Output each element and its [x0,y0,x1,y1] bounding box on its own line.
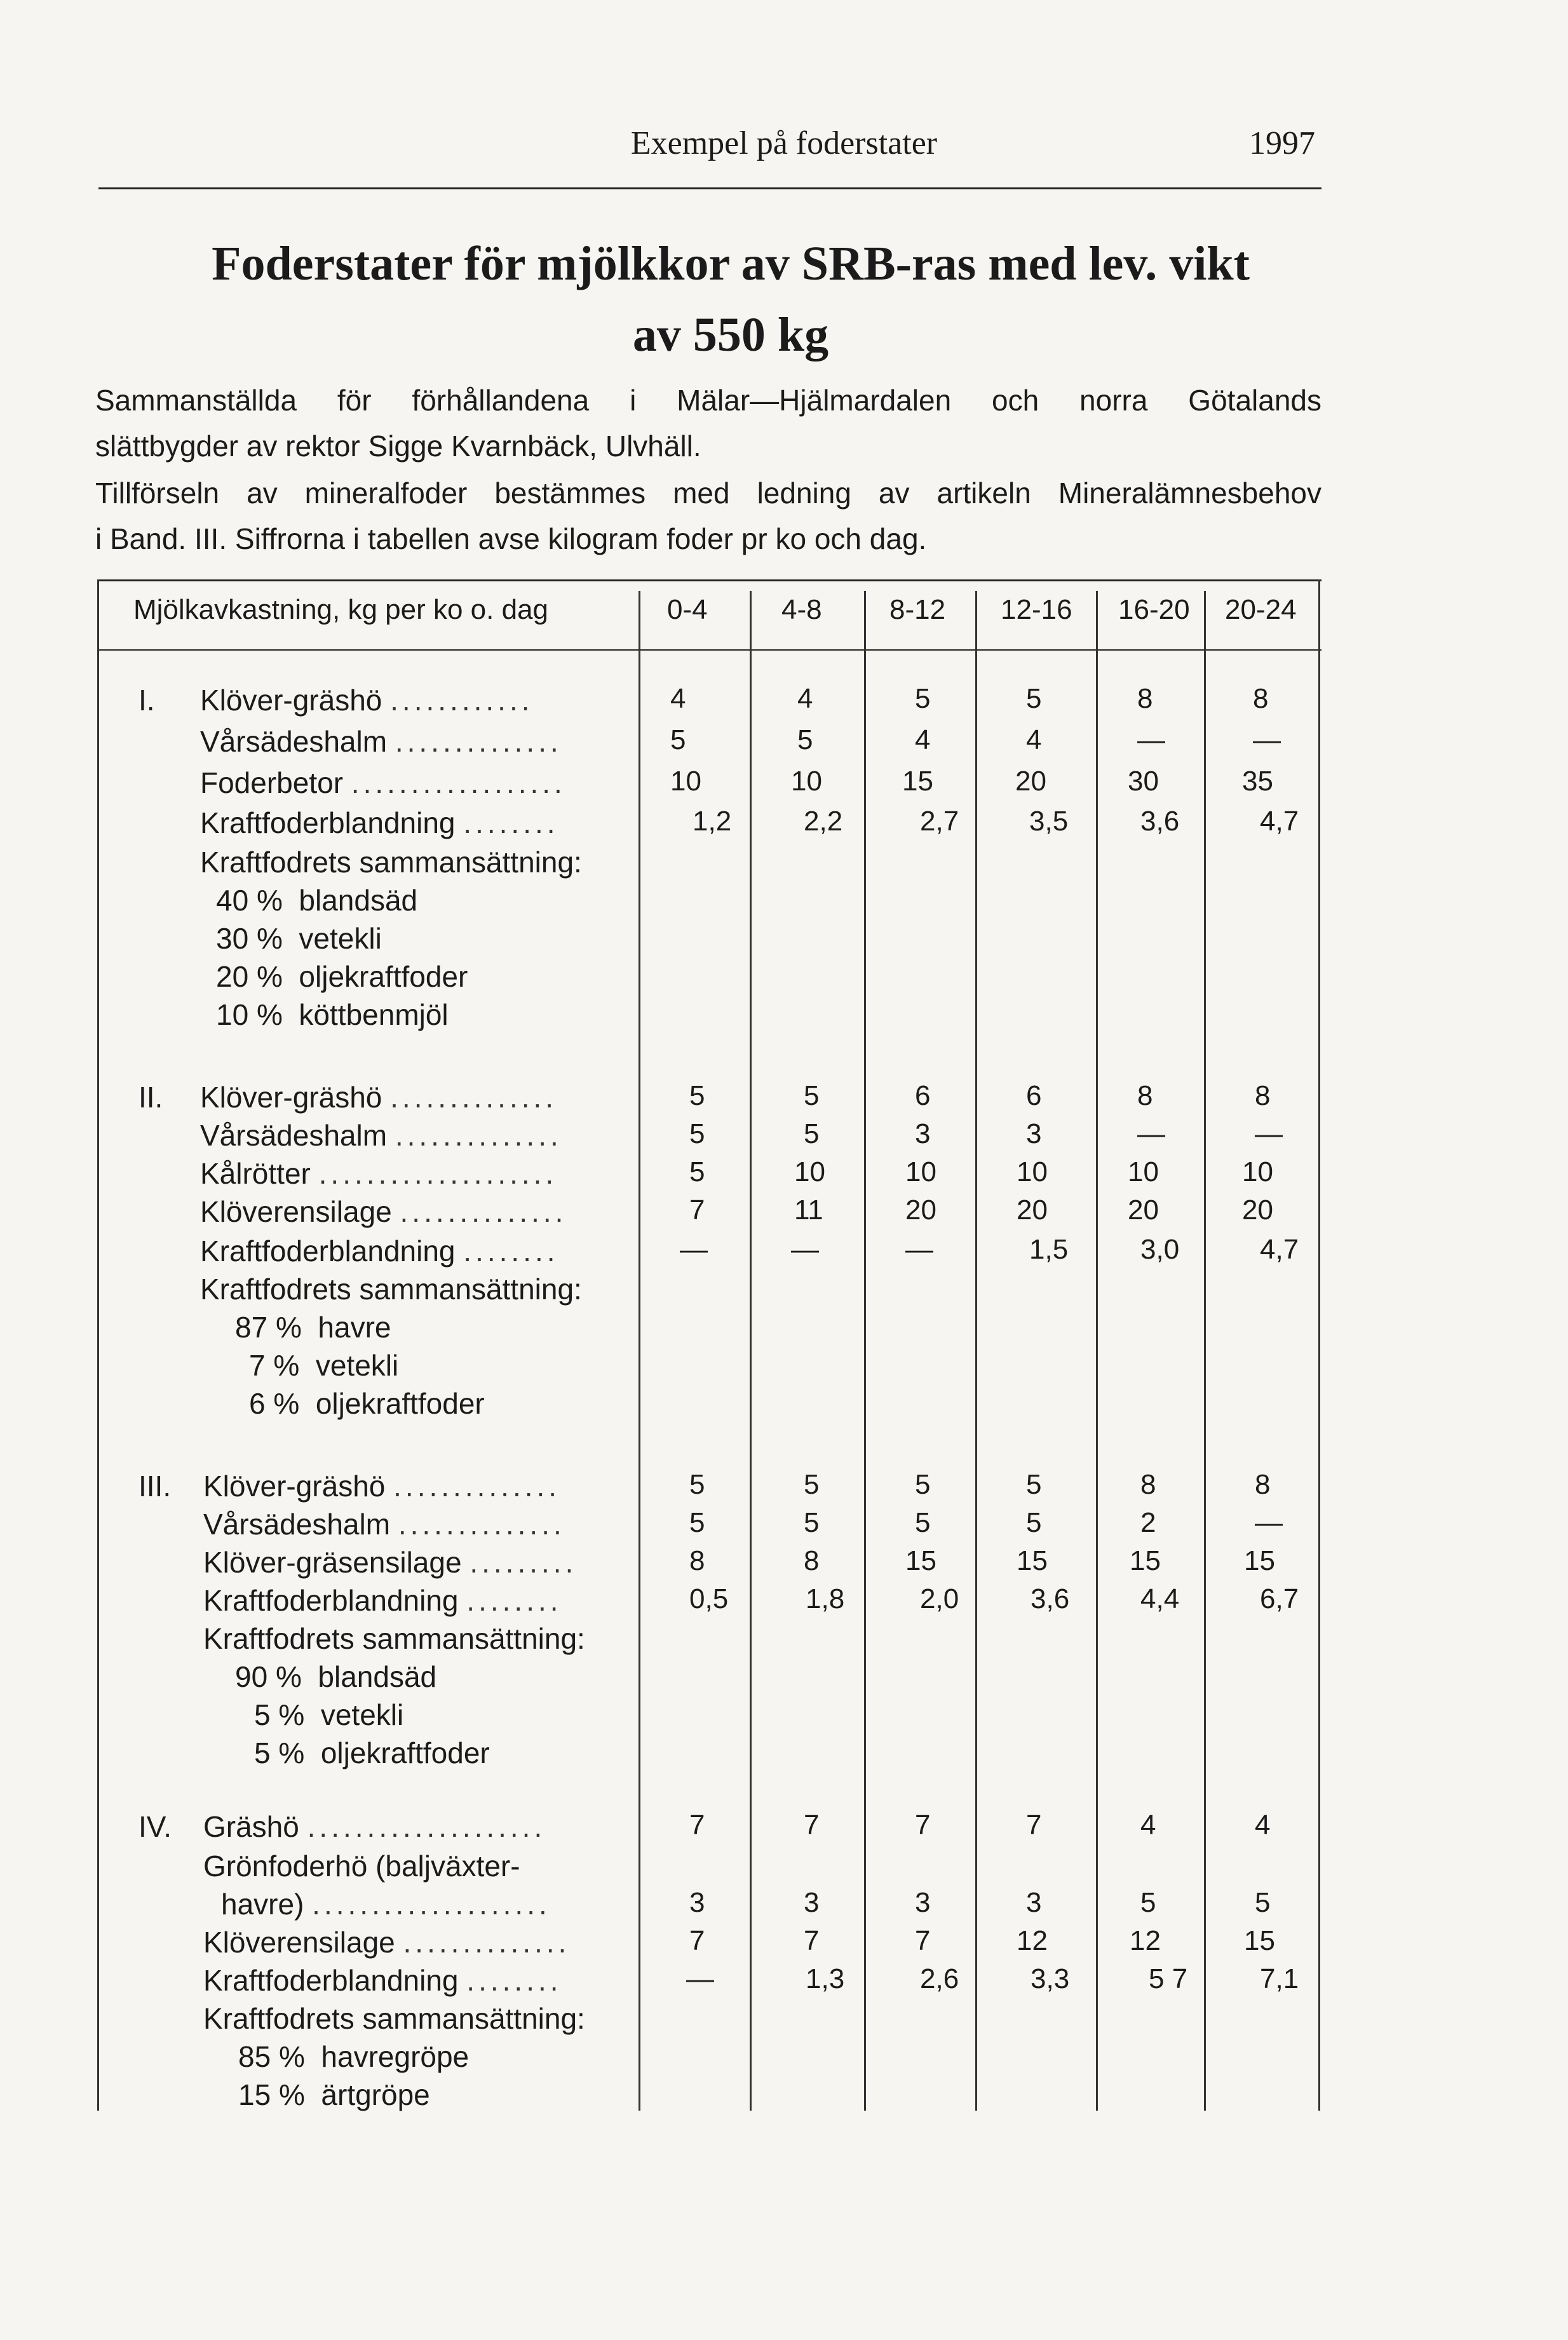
table-cell: 4 [1026,724,1042,755]
feed-label: Klöver-gräshö ............ [200,684,534,717]
table-cell: — [680,1234,708,1265]
table-cell: — [905,1234,933,1265]
table-cell: 7 [689,1194,705,1226]
feed-label: Grönfoderhö (baljväxter- [203,1850,520,1883]
group-number: II. [139,1081,163,1114]
table-cell: 8 [1253,683,1269,714]
feed-label: Kraftfoderblandning ........ [200,806,559,839]
table-cell: 5 [804,1507,820,1538]
table-cell: — [1253,724,1281,755]
table-cell: 2,0 [920,1583,959,1614]
table-cell: 10 [791,766,822,797]
table-cell: 1,2 [693,806,732,837]
feed-label: Klöverensilage .............. [203,1926,571,1959]
composition-item: 6 % oljekraftfoder [249,1387,485,1420]
table-header-rule [98,649,1321,651]
feed-label: Kraftfoderblandning ........ [200,1234,559,1268]
composition-label: Kraftfodrets sammansättning: [200,1273,582,1306]
intro-p2-line2: i Band. III. Siffrorna i tabellen avse kilogram foder pr ko och dag. [95,522,927,555]
table-cell: 10 [1128,1156,1159,1187]
composition-label: Kraftfodrets sammansättning: [203,2002,585,2035]
group-number: III. [139,1470,172,1503]
column-header: 0-4 [667,594,708,625]
composition-item: 85 % havregröpe [238,2040,470,2073]
table-cell: 5 [670,724,686,755]
table-cell: 11 [794,1194,823,1226]
table-cell: 5 [689,1469,705,1500]
table-cell: 7 [915,1809,931,1841]
table-cell: 5 [689,1118,705,1149]
table-cell: 8 [689,1545,705,1576]
table-cell: 4,7 [1260,1234,1299,1265]
table-cell: 10 [670,766,701,797]
table-cell: 15 [1130,1545,1161,1576]
table-cell: 20 [905,1194,936,1226]
composition-item: 5 % oljekraftfoder [254,1736,490,1769]
table-cell: 8 [1255,1080,1271,1111]
table-cell: 12 [1017,1925,1048,1956]
main-title-line1: Foderstater för mjölkkor av SRB-ras med lev. vikt [212,237,1250,290]
table-cell: 3,6 [1031,1583,1070,1614]
table-cell: 7,1 [1260,1963,1299,1994]
feed-label: Klöverensilage .............. [200,1195,567,1228]
composition-item: 87 % havre [235,1311,391,1344]
table-cell: 7 [804,1925,820,1956]
table-cell: — [686,1963,714,1994]
table-cell: 4 [670,683,686,714]
table-cell: 12 [1130,1925,1161,1956]
table-cell: 3 [804,1887,820,1918]
intro-p1-line2: slättbygder av rektor Sigge Kvarnbäck, Ulvhäll. [95,429,701,463]
feed-label: Kålrötter .................... [200,1157,558,1190]
table-cell: 5 [689,1080,705,1111]
composition-item: 15 % ärtgröpe [238,2078,430,2111]
table-cell: 7 [804,1809,820,1841]
table-cell: 3 [915,1887,931,1918]
table-cell: 7 [689,1809,705,1841]
table-cell: 5 [689,1507,705,1538]
page-number: 1997 [1249,125,1315,161]
table-cell: 8 [1140,1469,1156,1500]
group-number: I. [139,684,155,717]
table-cell: — [791,1234,819,1265]
intro-p2-line1: Tillförseln av mineralfoder bestämmes med ledning av artikeln Mineralämnesbehov [95,477,1321,510]
table-cell: 4 [797,683,813,714]
table-cell: 5 [1026,1469,1042,1500]
table-cell: 3 [1026,1887,1042,1918]
table-cell: 5 [1026,1507,1042,1538]
feed-label: Vårsädeshalm .............. [200,1119,562,1152]
table-cell: 15 [902,766,933,797]
table-cell: 20 [1017,1194,1048,1226]
table-cell: 5 [1255,1887,1271,1918]
table-cell: 15 [1244,1545,1275,1576]
column-divider [639,591,640,2111]
table-cell: 1,8 [806,1583,845,1614]
feed-label: Klöver-gräshö .............. [200,1081,558,1114]
table-cell: 4 [1255,1809,1271,1841]
table-cell: 8 [804,1545,820,1576]
column-header: 4-8 [781,594,822,625]
composition-item: 5 % vetekli [254,1698,404,1731]
table-cell: — [1255,1507,1283,1538]
column-header: 12-16 [1001,594,1072,625]
table-cell: 3,0 [1140,1234,1180,1265]
feed-label: Gräshö .................... [203,1810,546,1843]
table-cell: — [1137,724,1165,755]
column-header: 20-24 [1225,594,1297,625]
table-cell: 8 [1137,683,1153,714]
table-cell: 2,2 [804,806,843,837]
composition-item: 40 % blandsäd [216,884,418,917]
table-cell: 6 [1026,1080,1042,1111]
composition-item: 10 % köttbenmjöl [216,998,449,1031]
table-cell: 5 7 [1149,1963,1188,1994]
table-cell: 35 [1242,766,1273,797]
composition-item: 20 % oljekraftfoder [216,960,468,993]
composition-label: Kraftfodrets sammansättning: [200,846,582,879]
feed-label: Klöver-gräshö .............. [203,1470,561,1503]
table-cell: 15 [905,1545,936,1576]
table-top-rule [98,579,1321,581]
table-cell: 10 [1242,1156,1273,1187]
table-cell: 2,6 [920,1963,959,1994]
feed-label: Kraftfoderblandning ........ [203,1584,562,1617]
composition-item: 7 % vetekli [249,1349,399,1382]
table-cell: 5 [804,1080,820,1111]
table-cell: 8 [1255,1469,1271,1500]
table-cell: 8 [1137,1080,1153,1111]
stub-header: Mjölkavkastning, kg per ko o. dag [133,594,549,625]
table-cell: 2,7 [920,806,959,837]
table-cell: 3,6 [1140,806,1180,837]
table-cell: 20 [1128,1194,1159,1226]
composition-label: Kraftfodrets sammansättning: [203,1622,585,1655]
feed-label: Klöver-gräsensilage ......... [203,1546,578,1579]
table-cell: 4 [915,724,931,755]
table-cell: 15 [1244,1925,1275,1956]
table-cell: 10 [1017,1156,1048,1187]
feed-label: Vårsädeshalm .............. [203,1508,565,1541]
table-cell: 10 [905,1156,936,1187]
table-cell: 6,7 [1260,1583,1299,1614]
main-title-line2: av 550 kg [632,308,829,362]
table-cell: 5 [804,1469,820,1500]
table-cell: 3,5 [1029,806,1069,837]
table-cell: 4,7 [1260,806,1299,837]
table-cell: 5 [915,683,931,714]
table-cell: 3 [1026,1118,1042,1149]
table-cell: 1,5 [1029,1234,1069,1265]
composition-item: 30 % vetekli [216,922,382,955]
feed-label: havre) .................... [221,1888,551,1921]
table-left-border [97,579,99,2111]
table-cell: 5 [689,1156,705,1187]
column-header: 8-12 [889,594,946,625]
table-cell: 5 [915,1507,931,1538]
table-cell: 2 [1140,1507,1156,1538]
table-cell: 5 [797,724,813,755]
table-cell: 4 [1140,1809,1156,1841]
table-cell: 20 [1015,766,1046,797]
table-cell: 30 [1128,766,1159,797]
feed-label: Foderbetor .................. [200,766,566,799]
table-cell: 15 [1017,1545,1048,1576]
intro-paragraph-1 [95,374,1321,473]
running-title: Exempel på foderstater [630,125,938,161]
header-rule [98,187,1321,189]
table-cell: 5 [915,1469,931,1500]
group-number: IV. [139,1810,172,1843]
intro-p1-line1: Sammanställda för förhållandena i Mälar—Hjälmardalen och norra Götalands [95,384,1321,417]
table-cell: 5 [804,1118,820,1149]
composition-item: 90 % blandsäd [235,1660,437,1693]
table-cell: 5 [1140,1887,1156,1918]
table-cell: 6 [915,1080,931,1111]
feed-label: Vårsädeshalm .............. [200,725,562,758]
table-cell: 3,3 [1031,1963,1070,1994]
table-cell: 1,3 [806,1963,845,1994]
table-cell: 3 [915,1118,931,1149]
table-cell: — [1255,1118,1283,1149]
table-cell: 20 [1242,1194,1273,1226]
column-header: 16-20 [1118,594,1190,625]
table-cell: — [1137,1118,1165,1149]
table-cell: 3 [689,1887,705,1918]
table-cell: 10 [794,1156,825,1187]
table-cell: 7 [915,1925,931,1956]
table-cell: 0,5 [689,1583,729,1614]
intro-paragraph-2 [95,466,1321,565]
table-cell: 5 [1026,683,1042,714]
table-cell: 7 [689,1925,705,1956]
table-cell: 7 [1026,1809,1042,1841]
table-cell: 4,4 [1140,1583,1180,1614]
feed-label: Kraftfoderblandning ........ [203,1964,562,1997]
